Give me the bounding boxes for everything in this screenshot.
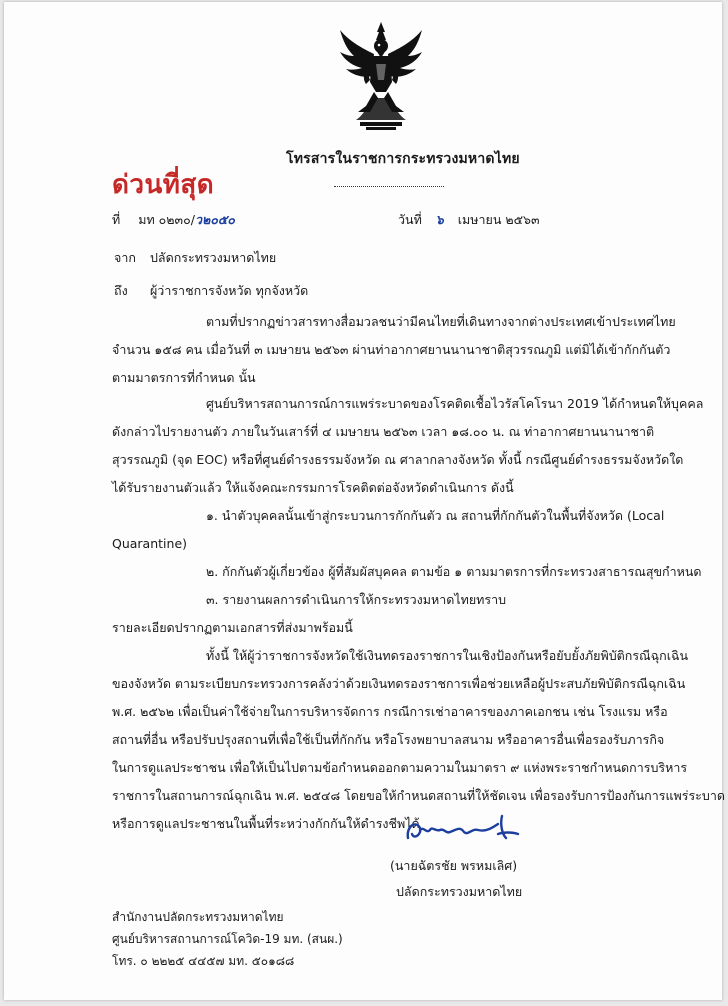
document-page: [4, 2, 725, 1000]
to-label: ถึง: [114, 283, 128, 298]
handwritten-signature: [402, 812, 522, 846]
details-note: รายละเอียดปรากฏตามเอกสารที่ส่งมาพร้อมนี้: [112, 620, 353, 635]
sender-footer: [112, 906, 343, 972]
paragraph-line: สุวรรณภูมิ (จุด EOC) หรือที่ศูนย์ดำรงธรรมจังหวัด ณ ศาลากลางจังหวัด ทั้งนี้ กรณีศูนย์ดำรงธรรมจังหวัดใด: [112, 452, 684, 467]
from-label: จาก: [114, 250, 136, 265]
document-type-title: โทรสารในราชการกระทรวงมหาดไทย: [286, 151, 520, 167]
paragraph-line: ราชการในสถานการณ์ฉุกเฉิน พ.ศ. ๒๕๔๘ โดยขอให้กำหนดสถานที่ให้ชัดเจน เพื่อรองรับการป้องกันการแพร่ระบาด: [112, 788, 725, 803]
reference-number: [112, 210, 235, 230]
action-list: [112, 502, 702, 642]
paragraph-line: หรือการดูแลประชาชนในพื้นที่ระหว่างกักกันให้ดำรงชีพได้: [112, 816, 420, 831]
paragraph-2: [112, 390, 704, 502]
list-item-3: ๓. รายงานผลการดำเนินการให้กระทรวงมหาดไทยทราบ: [206, 592, 507, 607]
garuda-emblem: [336, 20, 426, 132]
paragraph-line: พ.ศ. ๒๕๖๒ เพื่อเป็นค่าใช้จ่ายในการบริหารจัดการ กรณีการเช่าอาคารของภาคเอกชน เช่น โรงแรม หรือ: [112, 704, 668, 719]
reference-prefix: มท ๐๒๓๐/: [138, 212, 195, 227]
footer-office: สำนักงานปลัดกระทรวงมหาดไทย: [112, 910, 284, 924]
paragraph-line: ตามมาตรการที่กำหนด นั้น: [112, 370, 256, 385]
paragraph-line: ของจังหวัด ตามระเบียบกระทรวงการคลังว่าด้วยเงินทดรองราชการเพื่อช่วยเหลือผู้ประสบภัยพิบัติกรณีฉุกเฉิน: [112, 676, 686, 691]
paragraph-line: ศูนย์บริหารสถานการณ์การแพร่ระบาดของโรคติดเชื้อไวรัสโคโรนา 2019 ได้กำหนดให้บุคคล: [206, 396, 704, 411]
paragraph-3: [112, 642, 725, 838]
paragraph-line: จำนวน ๑๕๘ คน เมื่อวันที่ ๓ เมษายน ๒๕๖๓ ผ่านท่าอากาศยานนานาชาติสุวรรณภูมิ แต่มิได้เข้ากักกันตัว: [112, 342, 671, 357]
reference-label: ที่: [112, 212, 121, 227]
paragraph-line: สถานที่อื่น หรือปรับปรุงสถานที่เพื่อใช้เป็นที่กักกัน หรือโรงพยาบาลสนาม หรืออาคารอื่นเพื่อรองรับภารกิจ: [112, 732, 665, 747]
signatory-position: ปลัดกระทรวงมหาดไทย: [396, 884, 523, 899]
list-item-1-continued: Quarantine): [112, 536, 188, 551]
paragraph-1: [112, 308, 682, 392]
list-item-1: ๑. นำตัวบุคคลนั้นเข้าสู่กระบวนการกักกันตัว ณ สถานที่กักกันตัวในพื้นที่จังหวัด (Local: [206, 508, 665, 523]
dotted-divider: [334, 186, 444, 187]
date-label: วันที่: [398, 212, 422, 227]
paragraph-line: ดังกล่าวไปรายงานตัว ภายในวันเสาร์ที่ ๔ เมษายน ๒๕๖๓ เวลา ๑๘.๐๐ น. ณ ท่าอากาศยานนานาชาติ: [112, 424, 655, 439]
document-date: [398, 210, 540, 230]
list-item-2: ๒. กักกันตัวผู้เกี่ยวข้อง ผู้ที่สัมผัสบุคคล ตามข้อ ๑ ตามมาตรการที่กระทรวงสาธารณสุขกำหนด: [206, 564, 702, 579]
signatory-name: (นายฉัตรชัย พรหมเลิศ): [390, 858, 518, 873]
date-day-handwritten: ๖: [435, 212, 444, 227]
footer-phone: โทร. ๐ ๒๒๒๕ ๔๔๕๗ มท. ๕๐๑๘๘: [112, 954, 295, 968]
paragraph-line: ตามที่ปรากฏข่าวสารทางสื่อมวลชนว่ามีคนไทยที่เดินทางจากต่างประเทศเข้าประเทศไทย: [206, 314, 676, 329]
paragraph-line: ในการดูแลประชาชน เพื่อให้เป็นไปตามข้อกำหนดออกตามความในมาตรา ๙ แห่งพระราชกำหนดการบริหาร: [112, 760, 688, 775]
paragraph-line: ได้รับรายงานตัวแล้ว ให้แจ้งคณะกรรมการโรคติดต่อจังหวัดดำเนินการ ดังนี้: [112, 480, 514, 495]
reference-handwritten: ว๒๐๕๐: [194, 212, 235, 227]
date-month-year: เมษายน ๒๕๖๓: [457, 212, 540, 227]
from-line: [114, 248, 276, 268]
from-value: ปลัดกระทรวงมหาดไทย: [149, 250, 277, 265]
urgency-stamp: ด่วนที่สุด: [112, 170, 215, 200]
paragraph-line: ทั้งนี้ ให้ผู้ว่าราชการจังหวัดใช้เงินทดรองราชการในเชิงป้องกันหรือยับยั้งภัยพิบัติกรณีฉุกเฉิน: [206, 648, 689, 663]
to-value: ผู้ว่าราชการจังหวัด ทุกจังหวัด: [149, 283, 309, 298]
to-line: [114, 281, 308, 301]
footer-center: ศูนย์บริหารสถานการณ์โควิด-19 มท. (สนผ.): [112, 932, 343, 946]
